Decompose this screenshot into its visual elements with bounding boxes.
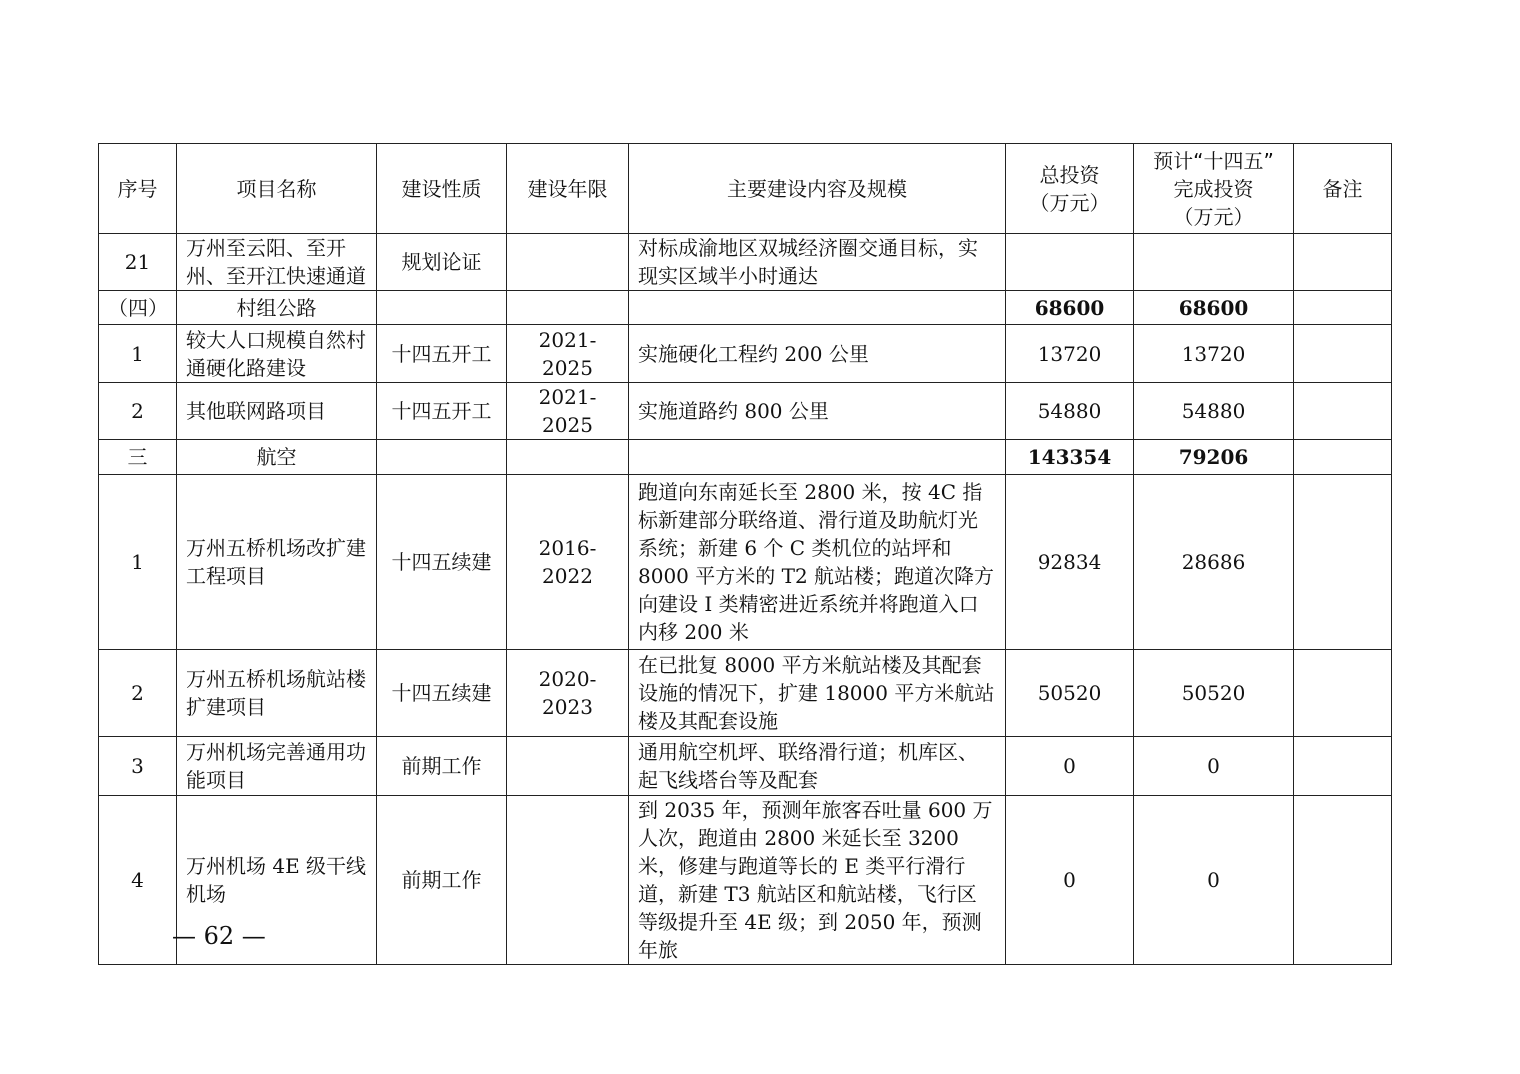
cell-remark bbox=[1294, 650, 1392, 737]
cell-plan bbox=[1134, 234, 1294, 291]
cell-name: 万州机场 4E 级干线机场 bbox=[177, 796, 377, 965]
cell-content bbox=[629, 440, 1006, 475]
cell-name: 村组公路 bbox=[177, 291, 377, 325]
header-nature: 建设性质 bbox=[377, 144, 507, 234]
header-total-line1: 总投资 bbox=[1039, 162, 1100, 187]
cell-remark bbox=[1294, 440, 1392, 475]
table-row bbox=[99, 796, 1392, 965]
cell-seq: 1 bbox=[99, 475, 177, 650]
cell-total: 0 bbox=[1006, 796, 1134, 965]
cell-seq: 2 bbox=[99, 650, 177, 737]
header-plan-line2: 完成投资 bbox=[1173, 176, 1254, 201]
cell-total: 143354 bbox=[1006, 440, 1134, 475]
header-plan-line3: （万元） bbox=[1173, 204, 1254, 229]
cell-nature: 规划论证 bbox=[377, 234, 507, 291]
header-remark: 备注 bbox=[1294, 144, 1392, 234]
cell-remark bbox=[1294, 234, 1392, 291]
cell-content: 在已批复 8000 平方米航站楼及其配套设施的情况下，扩建 18000 平方米航站楼及其配套设施 bbox=[629, 650, 1006, 737]
cell-name: 万州五桥机场改扩建工程项目 bbox=[177, 475, 377, 650]
cell-nature: 十四五开工 bbox=[377, 383, 507, 440]
cell-nature: 十四五续建 bbox=[377, 475, 507, 650]
cell-remark bbox=[1294, 325, 1392, 383]
header-name: 项目名称 bbox=[177, 144, 377, 234]
project-table bbox=[98, 143, 1392, 965]
cell-plan: 13720 bbox=[1134, 325, 1294, 383]
cell-nature: 前期工作 bbox=[377, 796, 507, 965]
table-row bbox=[99, 475, 1392, 650]
cell-years: 2021-2025 bbox=[507, 383, 629, 440]
cell-content: 实施道路约 800 公里 bbox=[629, 383, 1006, 440]
cell-name: 万州五桥机场航站楼扩建项目 bbox=[177, 650, 377, 737]
cell-seq: 2 bbox=[99, 383, 177, 440]
header-row bbox=[99, 144, 1392, 234]
header-plan bbox=[1134, 144, 1294, 234]
cell-plan: 68600 bbox=[1134, 291, 1294, 325]
cell-total: 13720 bbox=[1006, 325, 1134, 383]
cell-remark bbox=[1294, 291, 1392, 325]
cell-total: 92834 bbox=[1006, 475, 1134, 650]
cell-total: 68600 bbox=[1006, 291, 1134, 325]
cell-content: 到 2035 年，预测年旅客吞吐量 600 万人次，跑道由 2800 米延长至 3200 米，修建与跑道等长的 E 类平行滑行道，新建 T3 航站区和航站楼，飞行区等级提升至 4E 级；到 2050 年，预测年旅 bbox=[629, 796, 1006, 965]
cell-total: 0 bbox=[1006, 737, 1134, 796]
cell-plan: 50520 bbox=[1134, 650, 1294, 737]
header-total-line2: （万元） bbox=[1029, 190, 1110, 215]
section-row bbox=[99, 291, 1392, 325]
header-plan-line1: 预计“十四五” bbox=[1153, 148, 1274, 173]
cell-name: 万州至云阳、至开州、至开江快速通道 bbox=[177, 234, 377, 291]
table-row bbox=[99, 234, 1392, 291]
cell-seq: （四） bbox=[99, 291, 177, 325]
cell-years: 2021-2025 bbox=[507, 325, 629, 383]
cell-content: 实施硬化工程约 200 公里 bbox=[629, 325, 1006, 383]
cell-seq: 三 bbox=[99, 440, 177, 475]
cell-plan: 54880 bbox=[1134, 383, 1294, 440]
table-row bbox=[99, 737, 1392, 796]
cell-name: 万州机场完善通用功能项目 bbox=[177, 737, 377, 796]
cell-years bbox=[507, 796, 629, 965]
cell-content: 对标成渝地区双城经济圈交通目标，实现实区域半小时通达 bbox=[629, 234, 1006, 291]
cell-remark bbox=[1294, 796, 1392, 965]
cell-nature: 十四五开工 bbox=[377, 325, 507, 383]
cell-years bbox=[507, 737, 629, 796]
cell-name: 航空 bbox=[177, 440, 377, 475]
section-row bbox=[99, 440, 1392, 475]
cell-nature: 十四五续建 bbox=[377, 650, 507, 737]
cell-plan: 28686 bbox=[1134, 475, 1294, 650]
cell-years: 2020-2023 bbox=[507, 650, 629, 737]
cell-plan: 0 bbox=[1134, 737, 1294, 796]
cell-years bbox=[507, 440, 629, 475]
header-total bbox=[1006, 144, 1134, 234]
cell-nature: 前期工作 bbox=[377, 737, 507, 796]
cell-total bbox=[1006, 234, 1134, 291]
cell-plan: 0 bbox=[1134, 796, 1294, 965]
cell-remark bbox=[1294, 475, 1392, 650]
cell-seq: 4 bbox=[99, 796, 177, 965]
cell-name: 其他联网路项目 bbox=[177, 383, 377, 440]
cell-years: 2016-2022 bbox=[507, 475, 629, 650]
cell-content bbox=[629, 291, 1006, 325]
table-row bbox=[99, 650, 1392, 737]
page-number: — 62 — bbox=[172, 922, 266, 950]
cell-remark bbox=[1294, 737, 1392, 796]
header-content: 主要建设内容及规模 bbox=[629, 144, 1006, 234]
header-seq: 序号 bbox=[99, 144, 177, 234]
cell-years bbox=[507, 291, 629, 325]
cell-content: 跑道向东南延长至 2800 米，按 4C 指标新建部分联络道、滑行道及助航灯光系统；新建 6 个 C 类机位的站坪和 8000 平方米的 T2 航站楼；跑道次降方向建设 I 类精密进近系统并将跑道入口内移 200 米 bbox=[629, 475, 1006, 650]
cell-years bbox=[507, 234, 629, 291]
cell-nature bbox=[377, 291, 507, 325]
cell-seq: 3 bbox=[99, 737, 177, 796]
cell-plan: 79206 bbox=[1134, 440, 1294, 475]
cell-total: 54880 bbox=[1006, 383, 1134, 440]
cell-seq: 21 bbox=[99, 234, 177, 291]
cell-nature bbox=[377, 440, 507, 475]
cell-name: 较大人口规模自然村通硬化路建设 bbox=[177, 325, 377, 383]
cell-total: 50520 bbox=[1006, 650, 1134, 737]
cell-remark bbox=[1294, 383, 1392, 440]
table-row bbox=[99, 383, 1392, 440]
cell-content: 通用航空机坪、联络滑行道；机库区、起飞线塔台等及配套 bbox=[629, 737, 1006, 796]
cell-seq: 1 bbox=[99, 325, 177, 383]
table-row bbox=[99, 325, 1392, 383]
header-years: 建设年限 bbox=[507, 144, 629, 234]
